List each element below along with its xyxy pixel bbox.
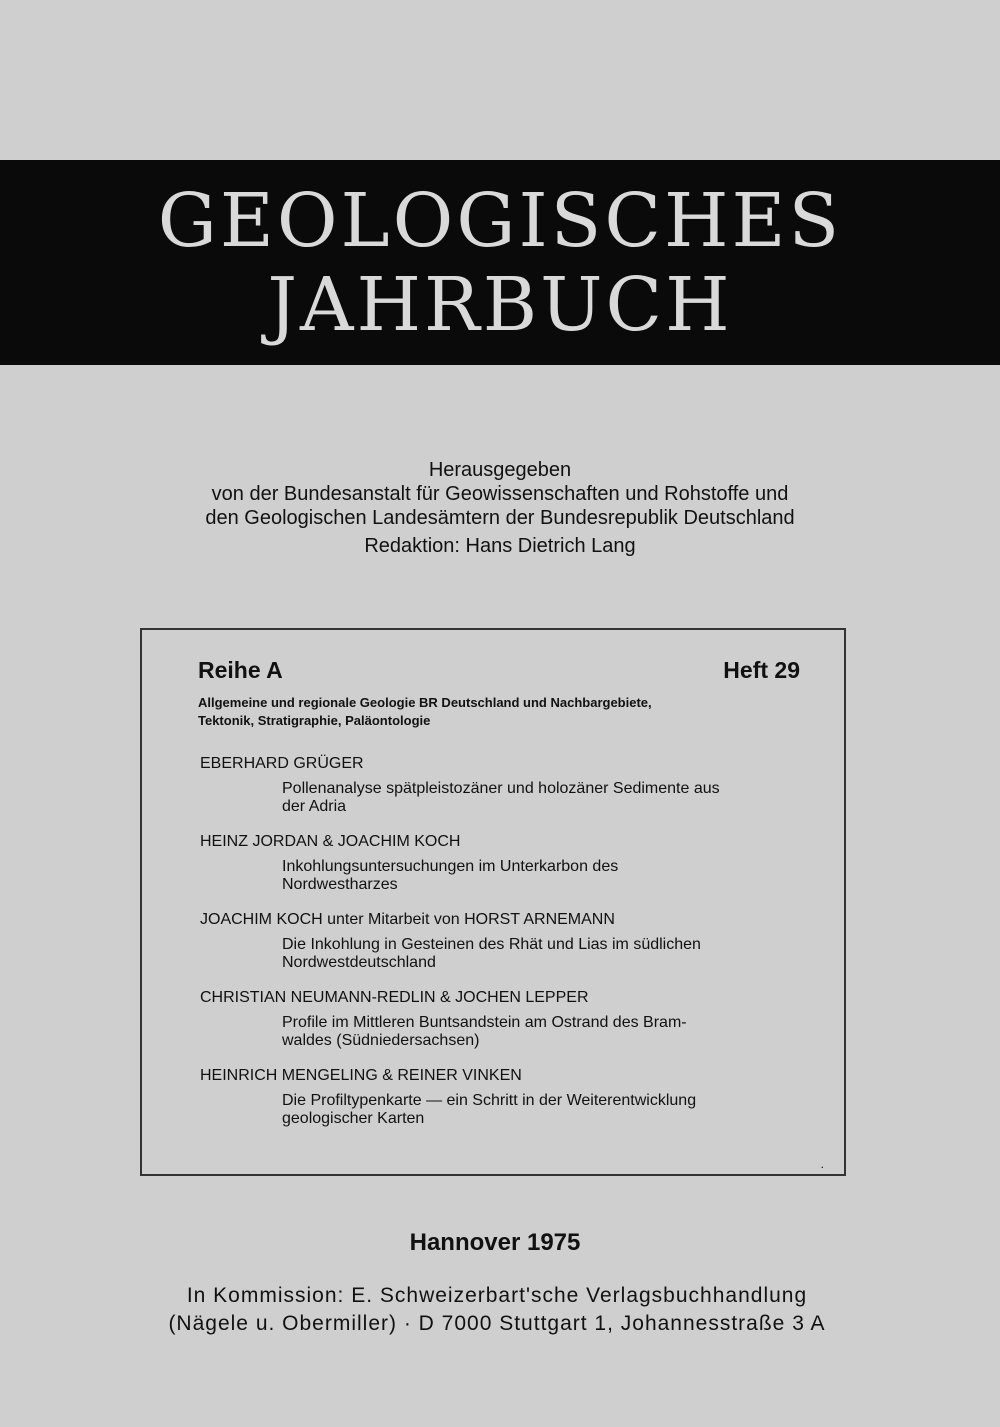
title-band xyxy=(0,160,1000,365)
article-authors: JOACHIM KOCH unter Mitarbeit von HORST ARNEMANN xyxy=(200,911,615,928)
article-title-line-1: Inkohlungsuntersuchungen im Unterkarbon des xyxy=(282,858,619,875)
article-item xyxy=(200,754,802,816)
article-authors: HEINRICH MENGELING & REINER VINKEN xyxy=(200,1067,522,1084)
article-authors: HEINZ JORDAN & JOACHIM KOCH xyxy=(200,833,461,850)
article-item xyxy=(200,910,802,972)
article-title xyxy=(282,936,802,972)
journal-title-line-1: GEOLOGISCHES xyxy=(157,178,843,264)
article-title-line-1: Pollenanalyse spätpleistozäner und holozäner Sedimente aus xyxy=(282,780,720,797)
article-title xyxy=(282,1014,802,1050)
article-title-line-2: Nordwestdeutschland xyxy=(282,954,436,971)
article-title-line-2: waldes (Südniedersachsen) xyxy=(282,1032,480,1049)
article-title-line-1: Profile im Mittleren Buntsandstein am Ostrand des Bram- xyxy=(282,1014,687,1031)
article-title-line-2: geologischer Karten xyxy=(282,1110,425,1127)
article-title xyxy=(282,858,802,894)
series-description-line-1: Allgemeine und regionale Geologie BR Deutschland und Nachbargebiete, xyxy=(198,695,652,710)
publisher-block xyxy=(0,458,1000,558)
article-item xyxy=(200,1066,802,1128)
journal-title-line-2: JAHRBUCH xyxy=(267,262,733,348)
article-title-line-2: Nordwestharzes xyxy=(282,876,398,893)
article-list xyxy=(200,754,802,1144)
publisher-line-1: Herausgegeben xyxy=(428,459,572,481)
place-year: Hannover 1975 xyxy=(409,1229,581,1256)
article-authors: CHRISTIAN NEUMANN-REDLIN & JOCHEN LEPPER xyxy=(200,989,589,1006)
article-title-line-1: Die Inkohlung in Gesteinen des Rhät und Lias im südlichen xyxy=(282,936,701,953)
editor-line: Redaktion: Hans Dietrich Lang xyxy=(364,535,636,557)
publisher-line-2: von der Bundesanstalt für Geowissenschaften und Rohstoffe und xyxy=(211,483,789,505)
series-label: Reihe A xyxy=(198,657,283,683)
issue-number: Heft 29 xyxy=(723,657,800,683)
series-header xyxy=(198,656,800,684)
article-item xyxy=(200,988,802,1050)
series-description-line-2: Tektonik, Stratigraphie, Paläontologie xyxy=(198,713,431,728)
commission-line-2: (Nägele u. Obermiller) · D 7000 Stuttgart 1, Johannesstraße 3 A xyxy=(168,1312,826,1335)
article-item xyxy=(200,832,802,894)
article-title-line-2: der Adria xyxy=(282,798,347,815)
commission-line-1: In Kommission: E. Schweizerbart'sche Verlagsbuchhandlung xyxy=(186,1284,808,1307)
article-title xyxy=(282,1092,802,1128)
article-title xyxy=(282,780,802,816)
contents-box xyxy=(140,628,846,1176)
article-title-line-1: Die Profiltypenkarte — ein Schritt in der Weiterentwicklung xyxy=(282,1092,697,1109)
article-authors: EBERHARD GRÜGER xyxy=(200,755,364,772)
box-corner-mark: . xyxy=(820,1157,824,1171)
series-description xyxy=(198,694,758,730)
commission-block xyxy=(0,1282,994,1338)
publisher-line-3: den Geologischen Landesämtern der Bundesrepublik Deutschland xyxy=(205,507,795,529)
